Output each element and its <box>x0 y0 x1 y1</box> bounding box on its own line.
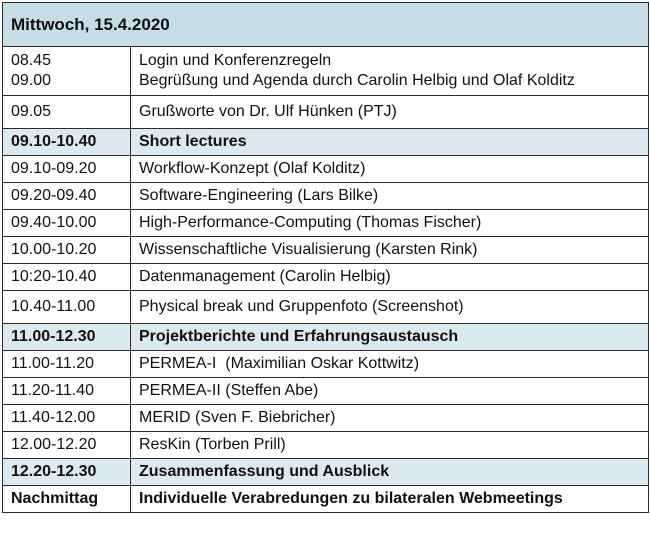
session-cell: PERMEA-II (Steffen Abe) <box>131 378 649 405</box>
section-row-summary <box>3 459 649 486</box>
session-login: Login und Konferenzregeln <box>139 52 332 69</box>
section-title: Short lectures <box>131 129 649 156</box>
time-cell: 10:20-10.40 <box>3 264 131 291</box>
section-title: Zusammenfassung und Ausblick <box>131 459 649 486</box>
section-title: Individuelle Verabredungen zu bilateralen Webmeetings <box>131 486 649 513</box>
table-row <box>3 432 649 459</box>
session-cell: Workflow-Konzept (Olaf Kolditz) <box>131 156 649 183</box>
session-cell: Physical break und Gruppenfoto (Screenshot) <box>131 291 649 324</box>
time-login: 08.45 <box>11 52 52 69</box>
table-row <box>3 264 649 291</box>
session-cell <box>131 47 649 96</box>
title-row <box>3 3 649 47</box>
session-welcome: Begrüßung und Agenda durch Carolin Helbig und Olaf Kolditz <box>139 72 575 89</box>
day-title: Mittwoch, 15.4.2020 <box>3 3 649 47</box>
table-row <box>3 96 649 129</box>
table-row <box>3 237 649 264</box>
session-cell: High-Performance-Computing (Thomas Fischer) <box>131 210 649 237</box>
section-row-short-lectures <box>3 129 649 156</box>
time-cell: 09.05 <box>3 96 131 129</box>
time-cell: 09.40-10.00 <box>3 210 131 237</box>
section-title: Projektberichte und Erfahrungsaustausch <box>131 324 649 351</box>
section-time: 09.10-10.40 <box>3 129 131 156</box>
table-row <box>3 291 649 324</box>
session-cell: Grußworte von Dr. Ulf Hünken (PTJ) <box>131 96 649 129</box>
time-cell: 12.00-12.20 <box>3 432 131 459</box>
time-cell: 09.10-09.20 <box>3 156 131 183</box>
table-row <box>3 405 649 432</box>
table-row <box>3 378 649 405</box>
section-time: 12.20-12.30 <box>3 459 131 486</box>
time-cell: 10.00-10.20 <box>3 237 131 264</box>
time-cell: 11.40-12.00 <box>3 405 131 432</box>
time-cell: 11.20-11.40 <box>3 378 131 405</box>
section-time: 11.00-12.30 <box>3 324 131 351</box>
time-cell: 09.20-09.40 <box>3 183 131 210</box>
agenda-table <box>2 2 649 513</box>
table-row <box>3 47 649 96</box>
section-time: Nachmittag <box>3 486 131 513</box>
time-cell: 11.00-11.20 <box>3 351 131 378</box>
session-cell: MERID (Sven F. Biebricher) <box>131 405 649 432</box>
session-cell: PERMEA-I (Maximilian Oskar Kottwitz) <box>131 351 649 378</box>
time-welcome: 09.00 <box>11 72 52 89</box>
session-cell: Datenmanagement (Carolin Helbig) <box>131 264 649 291</box>
session-cell: Wissenschaftliche Visualisierung (Karsten Rink) <box>131 237 649 264</box>
table-row <box>3 183 649 210</box>
table-row <box>3 210 649 237</box>
time-cell: 10.40-11.00 <box>3 291 131 324</box>
section-row-afternoon <box>3 486 649 513</box>
time-cell <box>3 47 131 96</box>
session-cell: ResKin (Torben Prill) <box>131 432 649 459</box>
section-row-project-reports <box>3 324 649 351</box>
session-cell: Software-Engineering (Lars Bilke) <box>131 183 649 210</box>
table-row <box>3 351 649 378</box>
table-row <box>3 156 649 183</box>
